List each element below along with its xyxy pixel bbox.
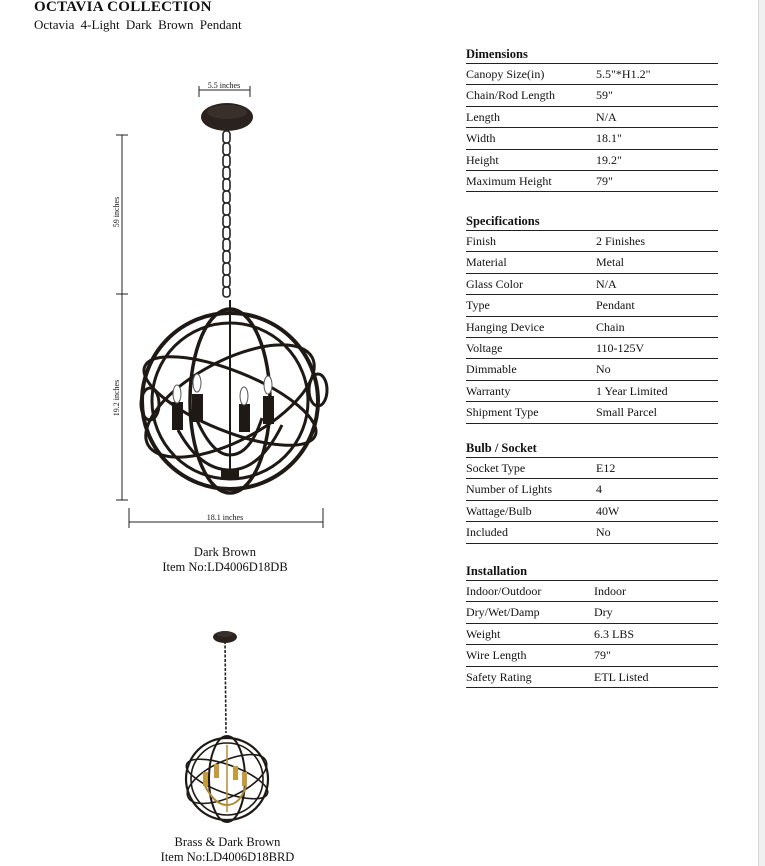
spec-label: Maximum Height [466,173,552,188]
section-title: Dimensions [466,46,718,64]
spec-value: 18.1" [596,131,622,146]
spec-row [466,252,718,273]
spec-label: Number of Lights [466,482,552,497]
spec-row [466,479,718,500]
product-subtitle: Octavia 4-Light Dark Brown Pendant [34,17,242,32]
spec-row [466,150,718,171]
spec-label: Safety Rating [466,669,532,684]
spec-value: Small Parcel [596,405,657,420]
spec-row [466,602,718,623]
spec-value: 79" [596,173,613,188]
spec-value: E12 [596,461,616,475]
height-dimension [116,135,128,500]
pendant-image-brass-dark-brown [175,627,275,832]
spec-value: 2 Finishes [596,234,646,248]
spec-row [466,171,718,192]
spec-value: Metal [596,255,624,270]
spec-label: Hanging Device [466,319,545,334]
variant-finish: Dark Brown [193,545,257,559]
spec-row [466,85,718,106]
collection-title: OCTAVIA COLLECTION [34,0,212,15]
page-edge [758,0,765,866]
spec-value: 40W [596,503,620,518]
bulb-socket-section [466,440,718,544]
candle-cluster [172,300,282,480]
spec-row [466,581,718,602]
section-title: Installation [466,563,718,581]
spec-row [466,107,718,128]
height-dim-label: 19.2 inches [112,379,121,417]
variant-caption-dark-brown [150,545,300,575]
spec-row [466,274,718,295]
spec-row [466,317,718,338]
spec-row [466,624,718,645]
spec-label: Width [466,131,496,146]
section-title: Specifications [466,213,718,231]
variant-finish: Brass & Dark Brown [174,835,281,849]
canopy-dim-label: 5.5 inches [207,81,241,90]
spec-label: Included [466,525,508,540]
spec-label: Material [466,255,507,270]
spec-label: Chain/Rod Length [466,88,555,103]
spec-label: Length [466,109,500,124]
specifications-section [466,213,718,424]
spec-label: Height [466,152,499,167]
spec-row [466,128,718,149]
spec-label: Wire Length [466,648,527,663]
width-dim-label: 18.1 inches [206,513,244,522]
spec-value: Chain [596,319,625,334]
spec-row [466,381,718,402]
installation-section [466,563,718,688]
spec-label: Socket Type [466,461,526,475]
variant-item-no: Item No:LD4006D18BRD [160,850,295,864]
spec-label: Wattage/Bulb [466,503,532,518]
spec-row [466,64,718,85]
spec-label: Type [466,298,490,313]
spec-row [466,645,718,666]
spec-label: Indoor/Outdoor [466,584,542,598]
spec-row [466,402,718,423]
spec-value: Pendant [596,298,635,313]
dimensions-section [466,46,718,192]
spec-label: Finish [466,234,497,248]
spec-value: ETL Listed [594,669,649,684]
spec-row [466,667,718,688]
spec-label: Voltage [466,340,503,355]
spec-value: No [596,362,611,377]
spec-label: Warranty [466,383,511,398]
chain [223,131,230,297]
spec-value: Indoor [594,584,626,598]
spec-value: 4 [596,482,602,497]
spec-value: 110-125V [596,340,645,355]
spec-row [466,458,718,479]
spec-row [466,359,718,380]
spec-row [466,501,718,522]
spec-value: 5.5"*H1.2" [596,67,651,81]
spec-value: 1 Year Limited [596,383,668,398]
spec-label: Glass Color [466,276,523,291]
variant-item-no: Item No:LD4006D18DB [162,560,288,574]
spec-value: N/A [596,109,617,124]
spec-value: 59" [596,88,613,103]
spec-value: 6.3 LBS [594,626,635,641]
spec-row [466,295,718,316]
spec-row [466,522,718,543]
spec-label: Weight [466,626,501,641]
variant-caption-brass [145,835,310,865]
section-title: Bulb / Socket [466,440,718,458]
spec-row [466,231,718,252]
spec-value: N/A [596,276,617,291]
spec-value: Dry [594,605,613,620]
spec-row [466,338,718,359]
spec-label: Dimmable [466,362,517,377]
spec-label: Dry/Wet/Damp [466,605,540,620]
spec-value: No [596,525,611,540]
pendant-drawing-dark-brown [100,75,340,535]
chain-dim-label: 59 inches [112,196,121,228]
spec-label: Canopy Size(in) [466,67,545,81]
spec-value: 79" [594,648,611,663]
spec-value: 19.2" [596,152,622,167]
spec-label: Shipment Type [466,405,539,420]
